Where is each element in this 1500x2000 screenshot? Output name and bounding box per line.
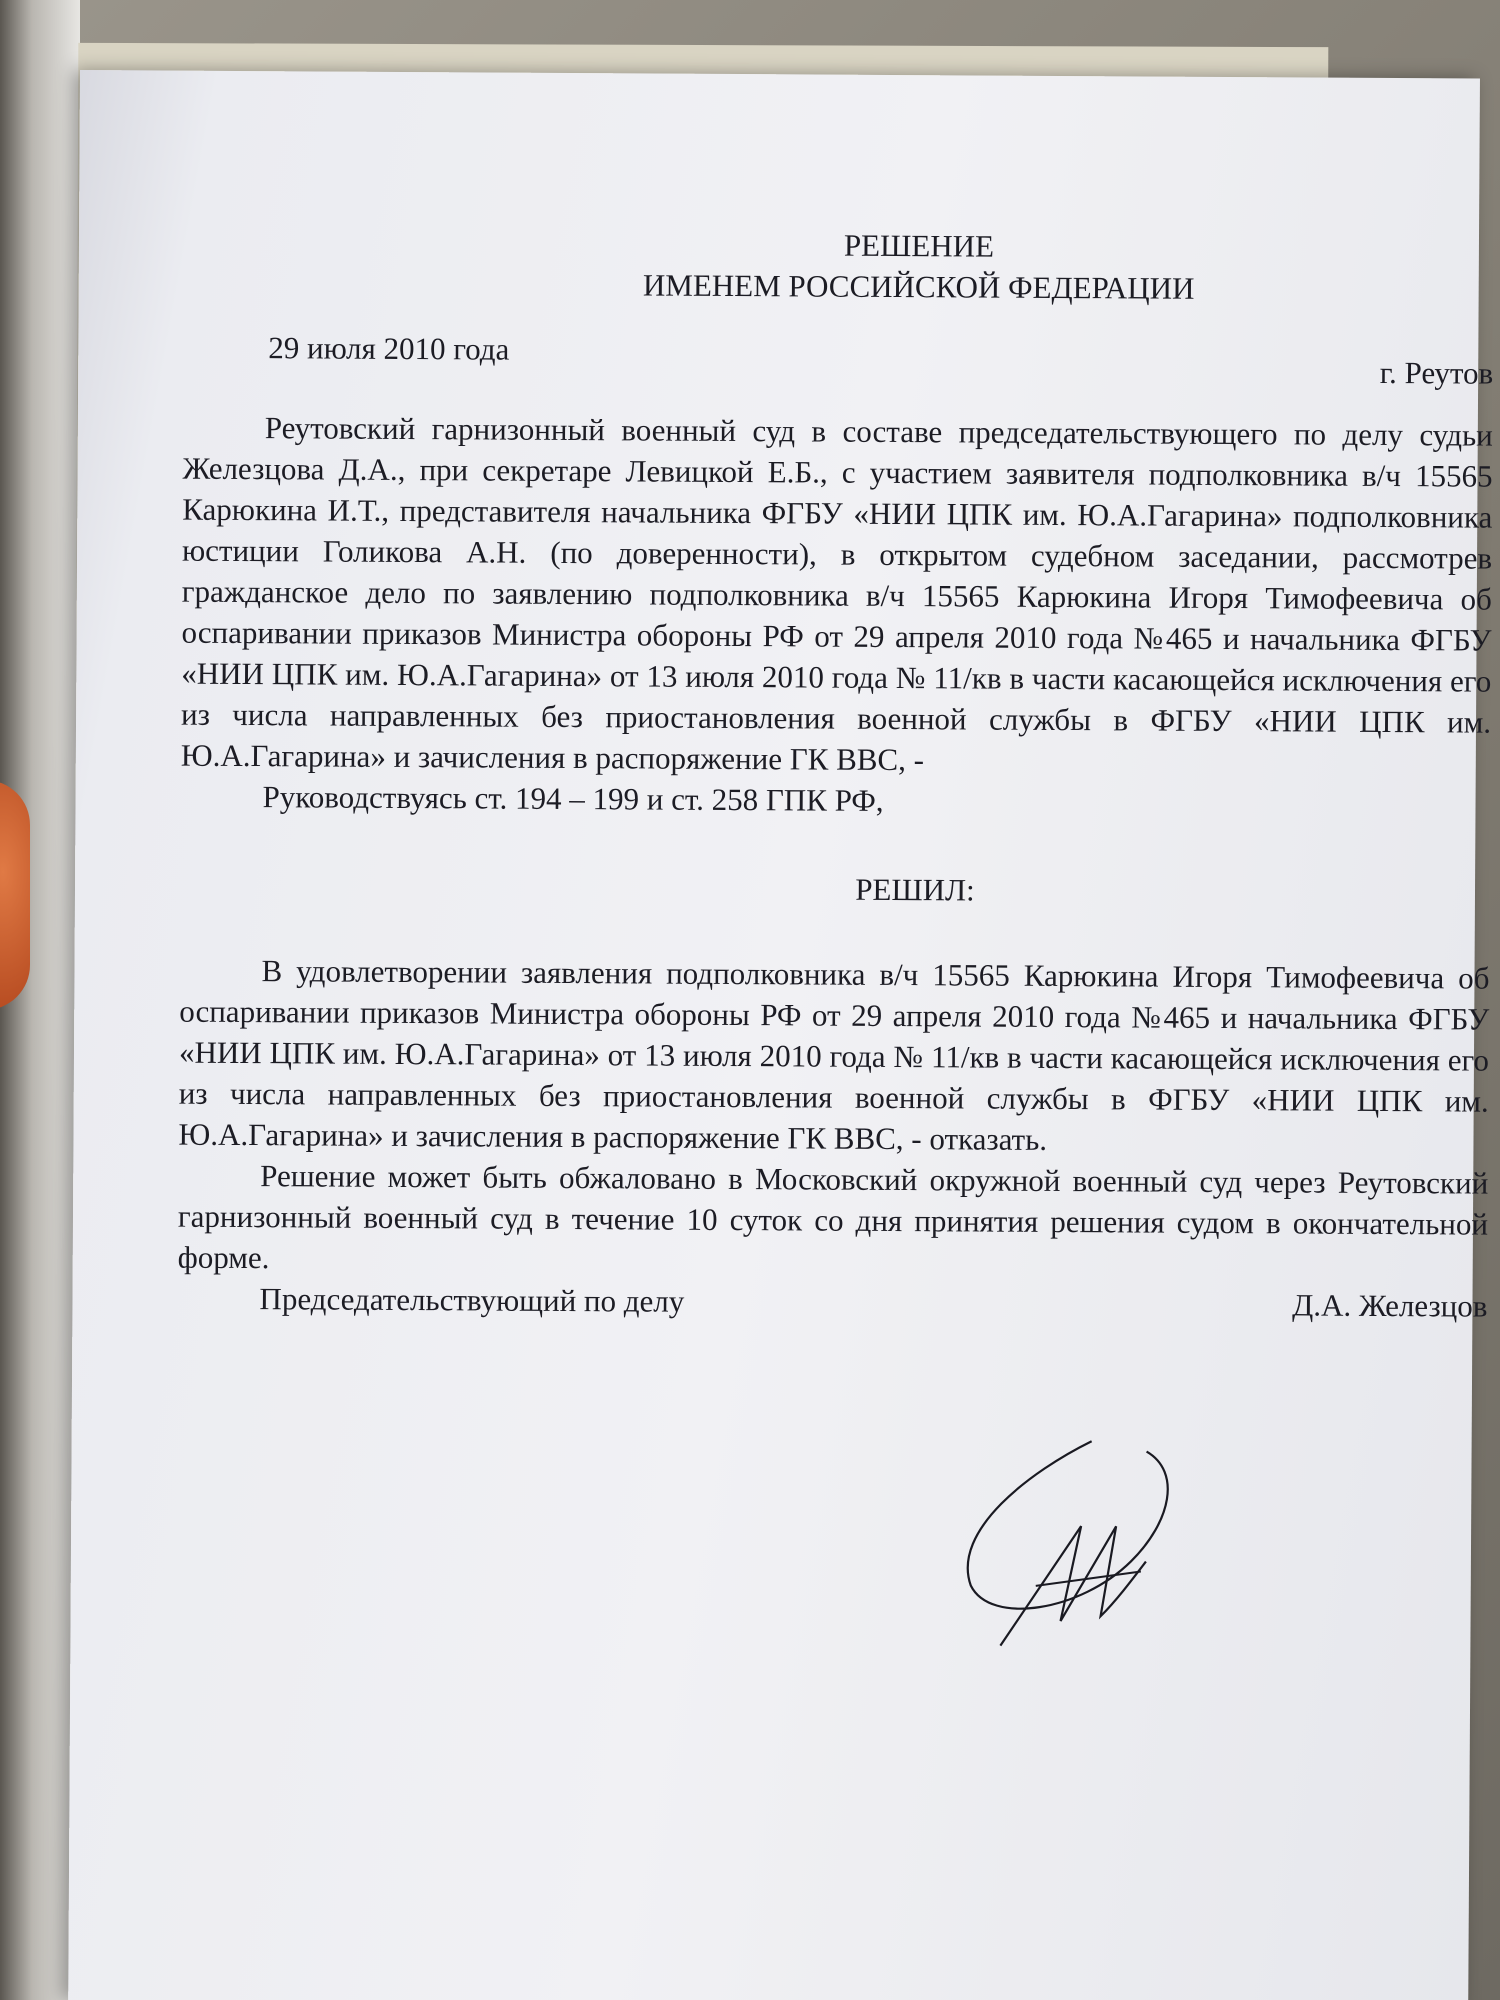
finger <box>0 780 30 1010</box>
intro-paragraph: Реутовский гарнизонный военный суд в составе председательствующего по делу судьи Железцова Д.А., при секретаре Левицкой Е.Б., с участием заявителя подполковника в/ч 15565 Карюкина И.Т., представителя начальника ФГБУ «НИИ ЦПК им. Ю.А.Гагарина» подполковника юстиции Голикова А.Н. (по доверенности), в открытом судебном заседании, рассмотрев гражданское дело по заявлению подполковника в/ч 15565 Карюкина Игоря Тимофеевича об оспаривании приказов Министра обороны РФ от 29 апреля 2010 года №465 и начальника ФГБУ «НИИ ЦПК им. Ю.А.Гагарина» от 13 июля 2010 года № 11/кв в части касающейся исключения его из числа направленных без приостановления военной службы в ФГБУ «НИИ ЦПК им. Ю.А.Гагарина» и зачисления в распоряжение ГК ВВС, - <box>180 410 1493 778</box>
decision-city: г. Реутов <box>1379 354 1494 391</box>
ruling-paragraph: В удовлетворении заявления подполковника в/ч 15565 Карюкина Игоря Тимофеевича об оспаривании приказов Министра обороны РФ от 29 апреля 2010 года №465 и начальника ФГБУ «НИИ ЦПК им. Ю.А.Гагарина» от 13 июля 2010 года № 11/кв в части касающейся исключения его из числа направленных без приостановления военной службы в ФГБУ «НИИ ЦПК им. Ю.А.Гагарина» и зачисления в распоряжение ГК ВВС, - отказать. <box>178 953 1490 1157</box>
document-page <box>68 70 1494 2000</box>
legal-basis-paragraph: Руководствуясь ст. 194 – 199 и ст. 258 ГПК РФ, <box>262 779 884 818</box>
decided-heading: РЕШИЛ: <box>855 871 975 908</box>
judge-name: Д.А. Железцов <box>1292 1287 1488 1324</box>
decision-date: 29 июля 2010 года <box>268 330 510 367</box>
date-line <box>183 327 1493 405</box>
signature-row <box>177 1278 1487 1330</box>
handwritten-signature <box>940 1410 1202 1672</box>
document-title: РЕШЕНИЕ <box>843 227 995 264</box>
appeal-paragraph: Решение может быть обжаловано в Московский окружной военный суд через Реутовский гарнизонный военный суд в течение 10 суток со дня принятия решения судом в окончательной форме. <box>177 1158 1489 1276</box>
document-subtitle: ИМЕНЕМ РОССИЙСКОЙ ФЕДЕРАЦИИ <box>642 267 1195 306</box>
presiding-label: Председательствующий по делу <box>259 1281 685 1319</box>
document-body <box>177 221 1494 1330</box>
